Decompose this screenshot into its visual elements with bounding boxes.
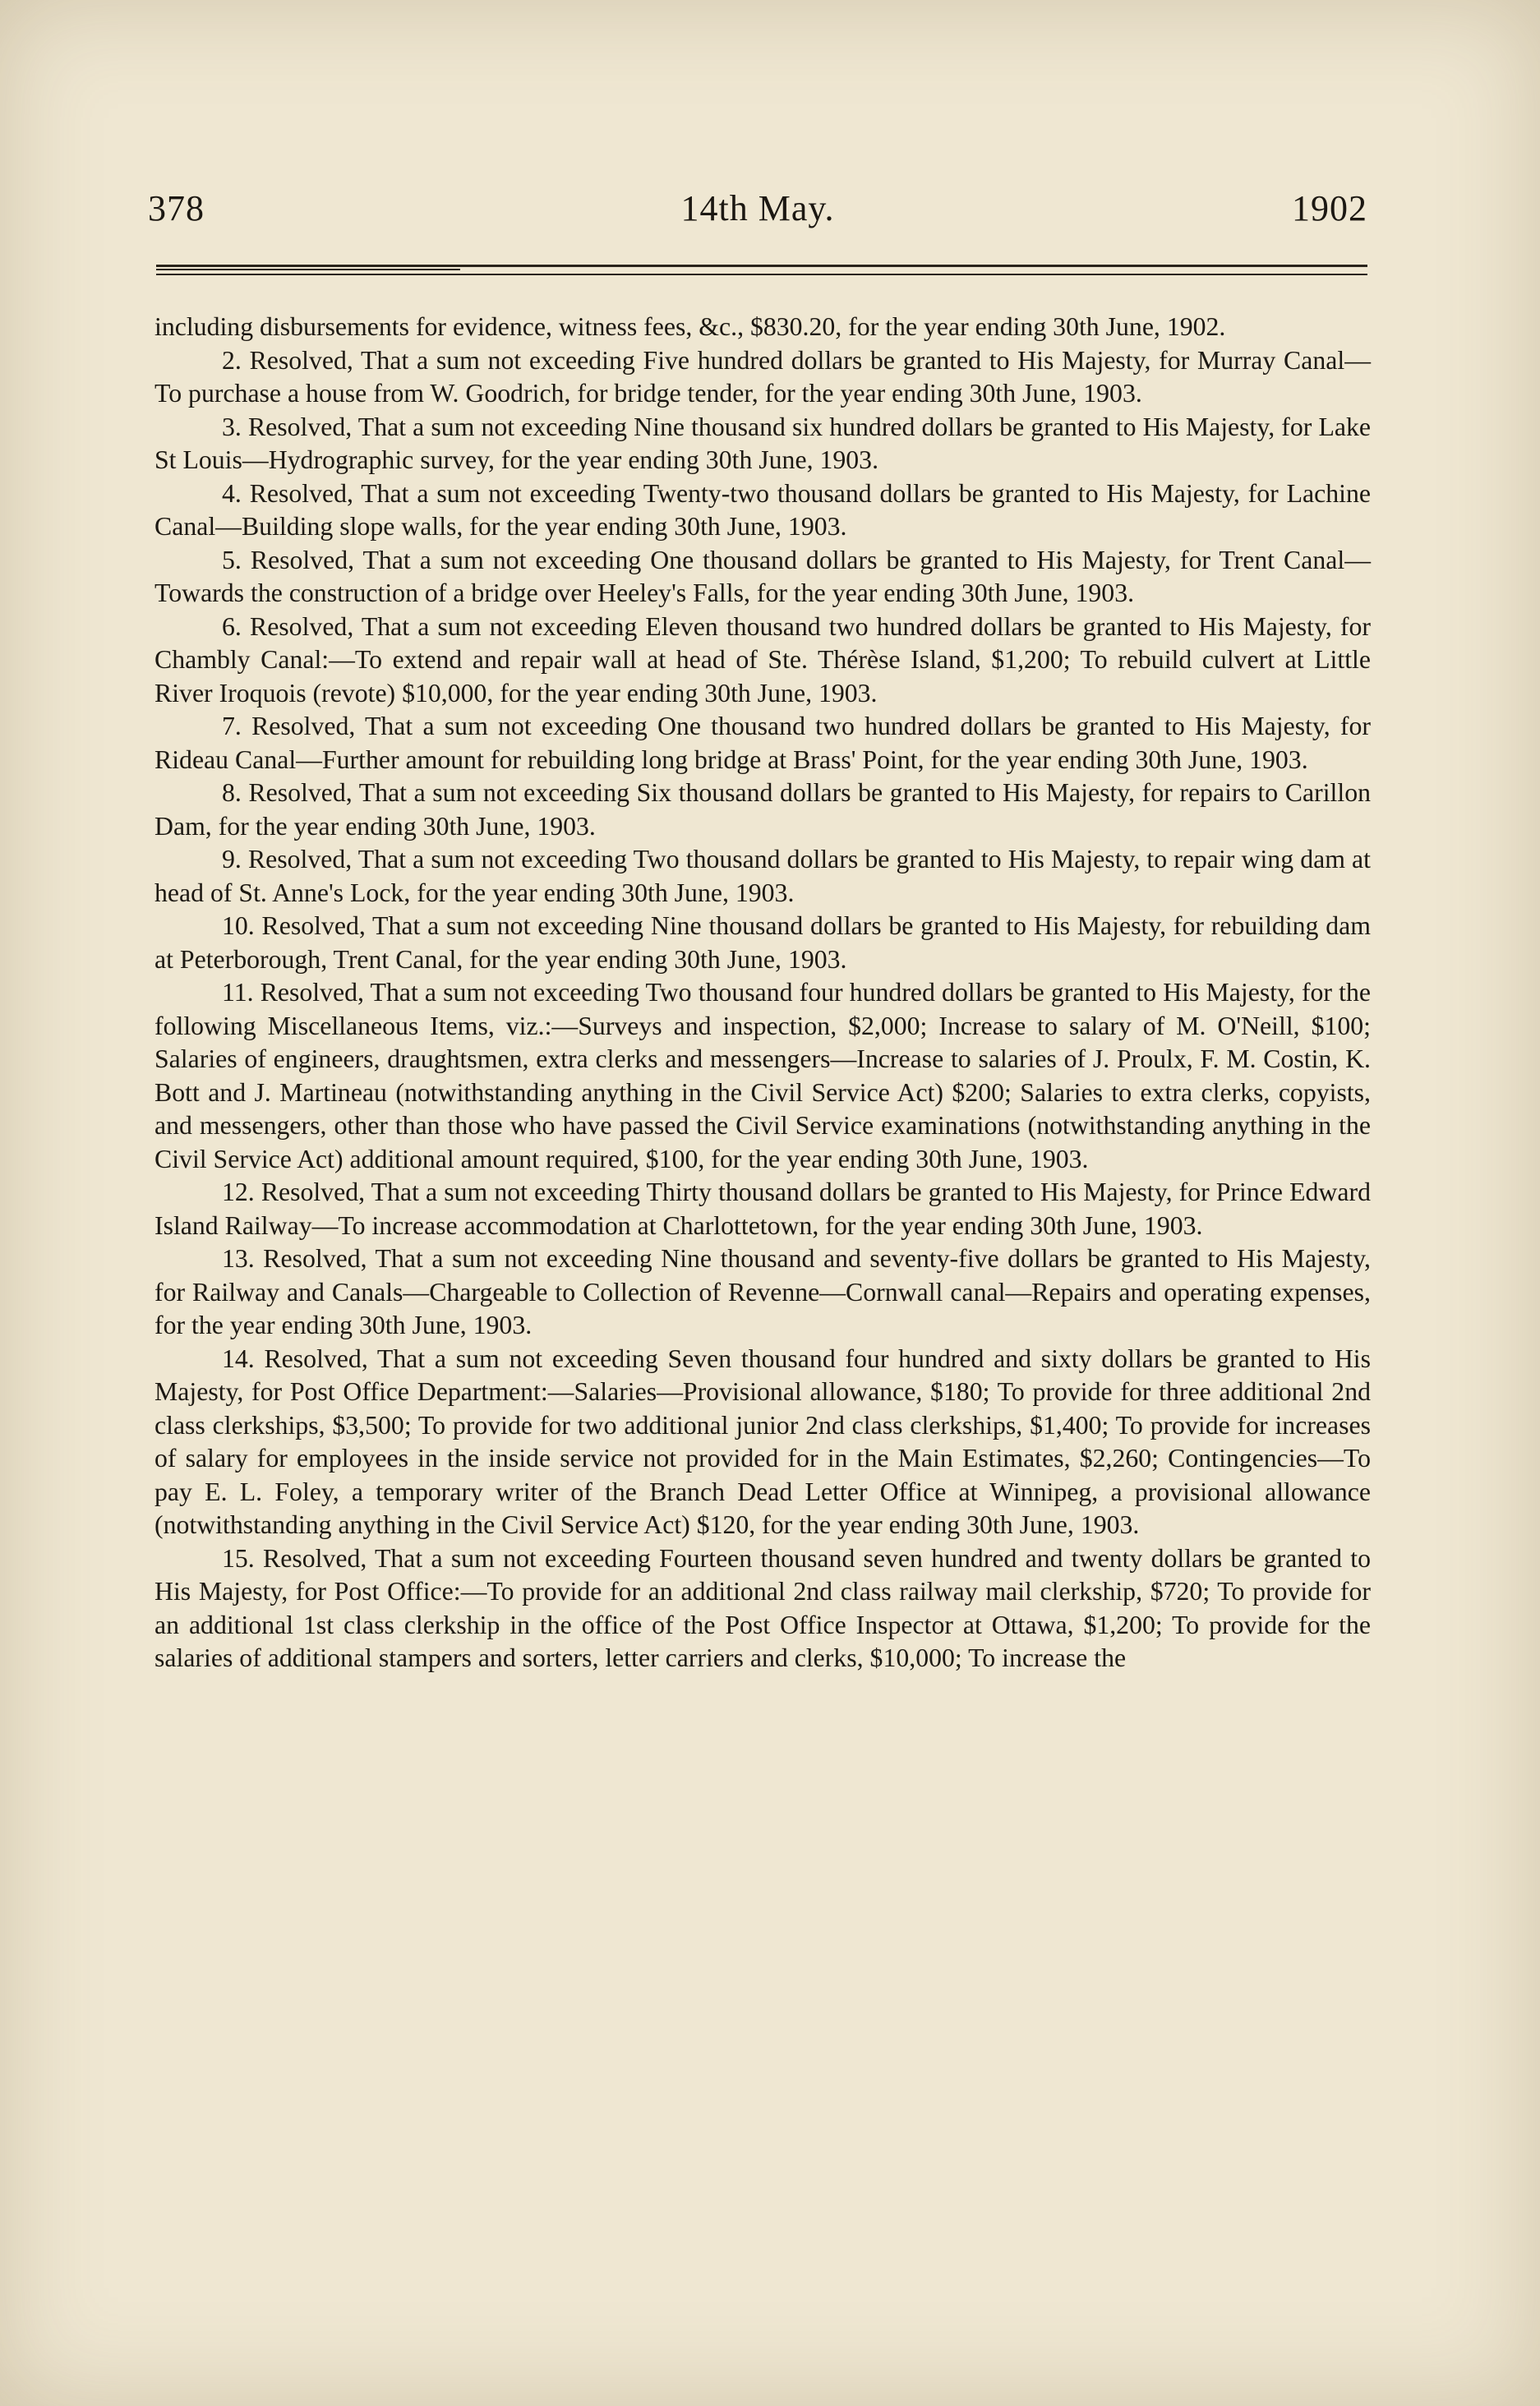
header-rule-top (156, 265, 1367, 267)
resolution-5: 5. Resolved, That a sum not exceeding One thousand dollars be granted to His Majesty, for Trent Canal—Towards the construction of a bridge over Heeley's Falls, for the year ending 30th June, 1903. (154, 545, 1371, 607)
header-rule-bottom (156, 274, 1367, 275)
resolution-2: 2. Resolved, That a sum not exceeding Five hundred dollars be granted to His Majesty, for Murray Canal—To purchase a house from W. Goodrich, for bridge tender, for the year ending 30th June, 1903. (154, 345, 1371, 408)
resolution-14: 14. Resolved, That a sum not exceeding Seven thousand four hundred and sixty dollars be granted to His Majesty, for Post Office Department:—Salaries—Provisional allowance, $180; To provide for three additional 2nd class clerkships, $3,500; To provide for two additional junior 2nd class clerkships, $1,400; To provide for increases of salary for employees in the inside service not provided for in the Main Estimates, $2,260; Contingencies—To pay E. L. Foley, a temporary writer of the Branch Dead Letter Office at Winnipeg, a provisional allowance (notwithstanding anything in the Civil Service Act) $120, for the year ending 30th June, 1903. (154, 1344, 1371, 1539)
resolution-9: 9. Resolved, That a sum not exceeding Two thousand dollars be granted to His Majesty, to repair wing dam at head of St. Anne's Lock, for the year ending 30th June, 1903. (154, 845, 1371, 907)
resolution-3: 3. Resolved, That a sum not exceeding Nine thousand six hundred dollars be granted to His Majesty, for Lake St Louis—Hydrographic survey, for the year ending 30th June, 1903. (154, 412, 1371, 474)
header-rule-ornament (156, 269, 460, 270)
resolution-6: 6. Resolved, That a sum not exceeding Eleven thousand two hundred dollars be granted to His Majesty, for Chambly Canal:—To extend and repair wall at head of Ste. Thérèse Island, $1,200; To rebuild culvert at Little River Iroquois (revote) $10,000, for the year ending 30th June, 1903. (154, 611, 1371, 708)
header-year: 1902 (1292, 188, 1367, 228)
continuation-paragraph: including disbursements for evidence, witness fees, &c., $830.20, for the year ending 30th June, 1902. (154, 312, 1226, 341)
resolution-7: 7. Resolved, That a sum not exceeding One thousand two hundred dollars be granted to His Majesty, for Rideau Canal—Further amount for rebuilding long bridge at Brass' Point, for the year ending 30th June, 1903. (154, 712, 1371, 774)
resolution-10: 10. Resolved, That a sum not exceeding Nine thousand dollars be granted to His Majesty, for rebuilding dam at Peterborough, Trent Canal, for the year ending 30th June, 1903. (154, 911, 1371, 974)
resolution-12: 12. Resolved, That a sum not exceeding Thirty thousand dollars be granted to His Majesty, for Prince Edward Island Railway—To increase accommodation at Charlottetown, for the year ending 30th June, 1903. (154, 1178, 1371, 1240)
resolutions-text (154, 311, 1371, 1675)
running-title: 14th May. (680, 188, 835, 228)
resolution-8: 8. Resolved, That a sum not exceeding Six thousand dollars be granted to His Majesty, for repairs to Carillon Dam, for the year ending 30th June, 1903. (154, 778, 1371, 841)
resolution-11: 11. Resolved, That a sum not exceeding Two thousand four hundred dollars be granted to His Majesty, for the following Miscellaneous Items, viz.:—Surveys and inspection, $2,000; Increase to salary of M. O'Neill, $100; Salaries of engineers, draughtsmen, extra clerks and messengers—Increase to salaries of J. Proulx, F. M. Costin, K. Bott and J. Martineau (notwithstanding anything in the Civil Service Act) $200; Salaries to extra clerks, copyists, and messengers, other than those who have passed the Civil Service examinations (notwithstanding anything in the Civil Service Act) additional amount required, $100, for the year ending 30th June, 1903. (154, 978, 1371, 1173)
page-number: 378 (148, 188, 205, 228)
resolution-4: 4. Resolved, That a sum not exceeding Twenty-two thousand dollars be granted to His Majesty, for Lachine Canal—Building slope walls, for the year ending 30th June, 1903. (154, 478, 1371, 541)
resolution-13: 13. Resolved, That a sum not exceeding Nine thousand and seventy-five dollars be granted to His Majesty, for Railway and Canals—Chargeable to Collection of Revenne—Cornwall canal—Repairs and operating expenses, for the year ending 30th June, 1903. (154, 1244, 1371, 1339)
page-header (148, 187, 1367, 237)
resolution-15: 15. Resolved, That a sum not exceeding Fourteen thousand seven hundred and twenty dollars be granted to His Majesty, for Post Office:—To provide for an additional 2nd class railway mail clerkship, $720; To provide for an additional 1st class clerkship in the office of the Post Office Inspector at Ottawa, $1,200; To provide for the salaries of additional stampers and sorters, letter carriers and clerks, $10,000; To increase the (154, 1543, 1371, 1672)
